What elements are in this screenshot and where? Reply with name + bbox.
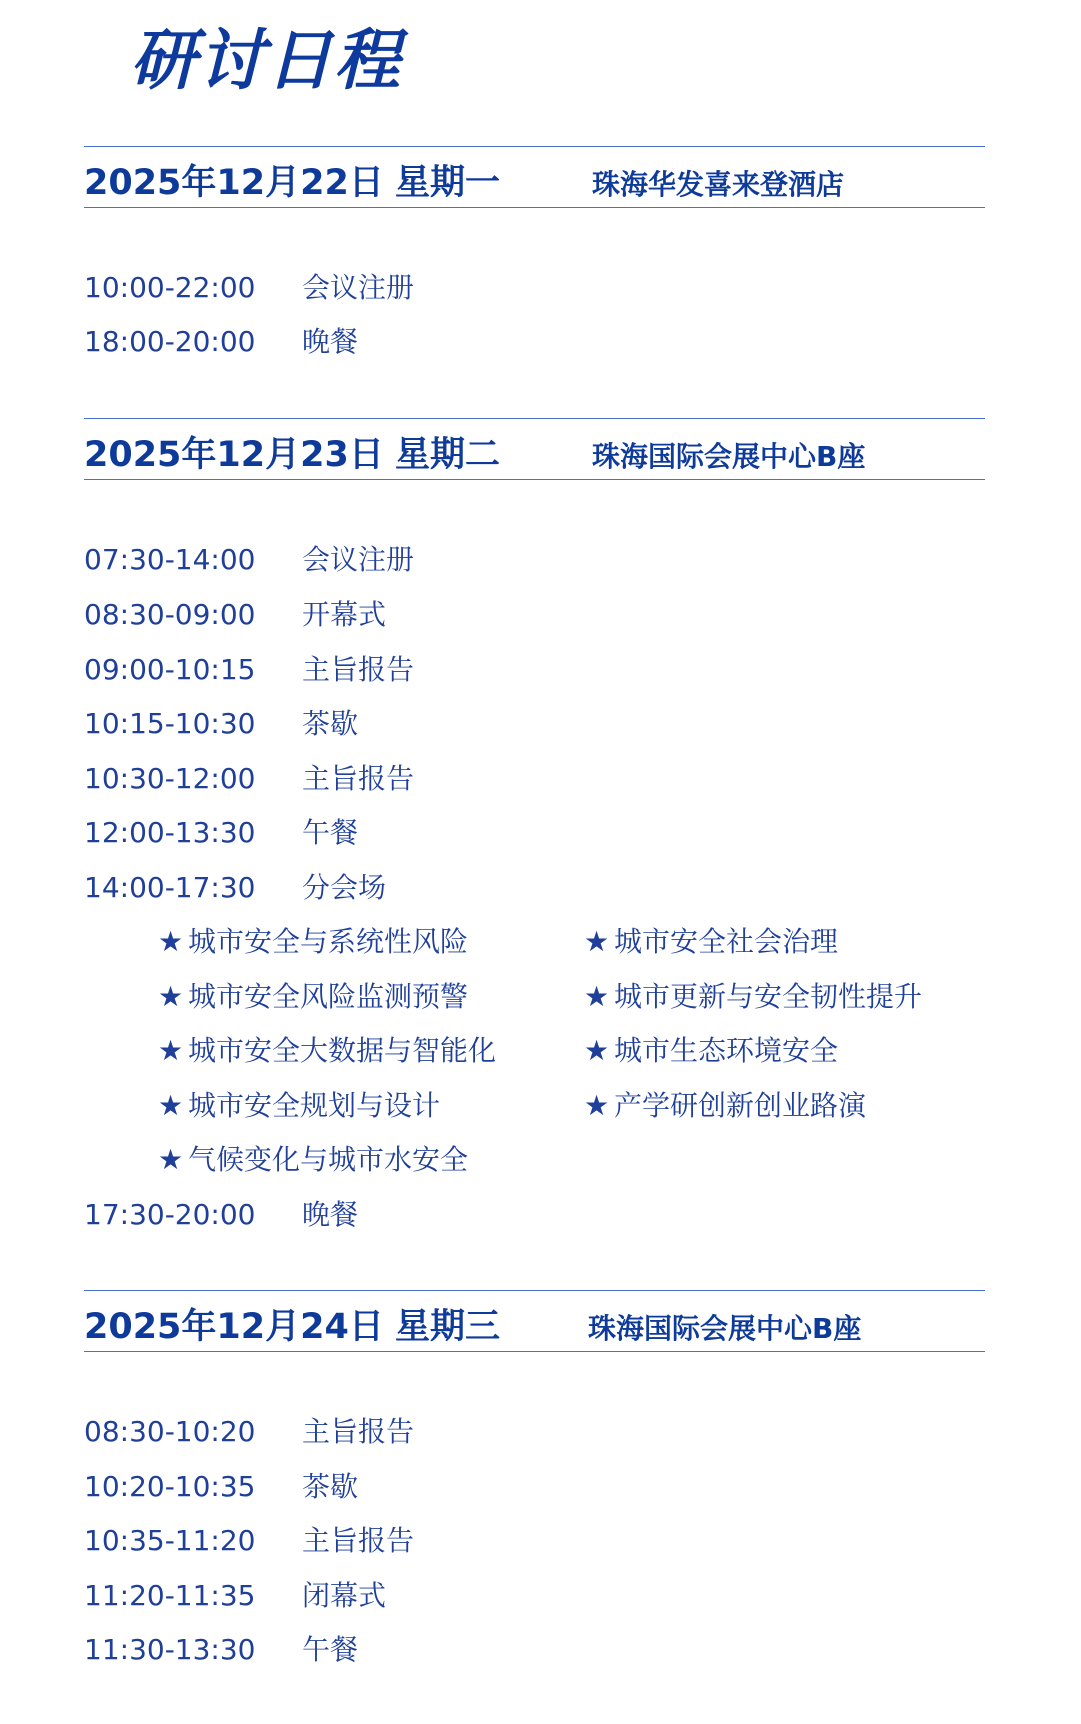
session-item: [584, 977, 922, 1017]
event-name: 午餐: [302, 816, 359, 849]
day-venue: 珠海国际会展中心B座: [592, 440, 866, 473]
day-header-2: [84, 418, 985, 480]
session-label: 城市安全大数据与智能化: [188, 1034, 497, 1067]
session-label: 城市安全社会治理: [614, 925, 839, 958]
time-slot: 10:20-10:35: [84, 1470, 256, 1503]
time-slot: 11:20-11:35: [84, 1579, 256, 1612]
event-name: 主旨报告: [302, 1415, 415, 1448]
session-label: 城市安全风险监测预警: [188, 980, 469, 1013]
session-item: [584, 1086, 866, 1126]
star-icon: ★: [584, 980, 610, 1013]
event-name: 会议注册: [302, 543, 415, 576]
star-icon: ★: [158, 925, 184, 958]
day-date: 2025年12月24日: [84, 1307, 384, 1347]
star-icon: ★: [584, 925, 610, 958]
time-slot: 18:00-20:00: [84, 325, 256, 358]
time-slot: 14:00-17:30: [84, 871, 256, 904]
event-name: 主旨报告: [302, 762, 415, 795]
star-icon: ★: [584, 1089, 610, 1122]
time-slot: 08:30-09:00: [84, 598, 256, 631]
time-slot: 07:30-14:00: [84, 543, 256, 576]
event-name: 闭幕式: [302, 1579, 387, 1612]
session-label: 城市更新与安全韧性提升: [614, 980, 923, 1013]
day-header-1: [84, 146, 985, 208]
time-slot: 08:30-10:20: [84, 1415, 256, 1448]
day-venue: 珠海华发喜来登酒店: [592, 168, 845, 201]
day-header-3: [84, 1290, 985, 1352]
session-item: [158, 977, 468, 1017]
event-name: 会议注册: [302, 271, 415, 304]
time-slot: 11:30-13:30: [84, 1633, 256, 1666]
time-slot: 10:00-22:00: [84, 271, 256, 304]
session-label: 城市安全与系统性风险: [188, 925, 469, 958]
star-icon: ★: [158, 1143, 184, 1176]
time-slot: 10:30-12:00: [84, 762, 256, 795]
star-icon: ★: [584, 1034, 610, 1067]
star-icon: ★: [158, 980, 184, 1013]
day-weekday: 星期一: [395, 163, 501, 203]
event-name: 晚餐: [302, 1198, 359, 1231]
day-date: 2025年12月23日: [84, 435, 384, 475]
event-name: 茶歇: [302, 1470, 359, 1503]
event-name: 茶歇: [302, 707, 359, 740]
page-title: 研讨日程: [130, 22, 402, 99]
event-name: 主旨报告: [302, 1524, 415, 1557]
session-item: [584, 922, 838, 962]
time-slot: 09:00-10:15: [84, 653, 256, 686]
session-item: [158, 1086, 440, 1126]
session-item: [158, 922, 468, 962]
time-slot: 17:30-20:00: [84, 1198, 256, 1231]
session-label: 城市生态环境安全: [614, 1034, 839, 1067]
session-label: 气候变化与城市水安全: [188, 1143, 469, 1176]
day-venue: 珠海国际会展中心B座: [588, 1312, 862, 1345]
event-name: 午餐: [302, 1633, 359, 1666]
event-name: 分会场: [302, 871, 387, 904]
event-name: 主旨报告: [302, 653, 415, 686]
session-item: [158, 1140, 468, 1180]
day-weekday: 星期二: [395, 435, 501, 475]
time-slot: 12:00-13:30: [84, 816, 256, 849]
time-slot: 10:35-11:20: [84, 1524, 256, 1557]
day-date: 2025年12月22日: [84, 163, 384, 203]
star-icon: ★: [158, 1089, 184, 1122]
time-slot: 10:15-10:30: [84, 707, 256, 740]
session-label: 城市安全规划与设计: [188, 1089, 441, 1122]
event-name: 晚餐: [302, 325, 359, 358]
session-label: 产学研创新创业路演: [614, 1089, 867, 1122]
session-item: [158, 1031, 496, 1071]
session-item: [584, 1031, 838, 1071]
event-name: 开幕式: [302, 598, 387, 631]
star-icon: ★: [158, 1034, 184, 1067]
day-weekday: 星期三: [395, 1307, 501, 1347]
